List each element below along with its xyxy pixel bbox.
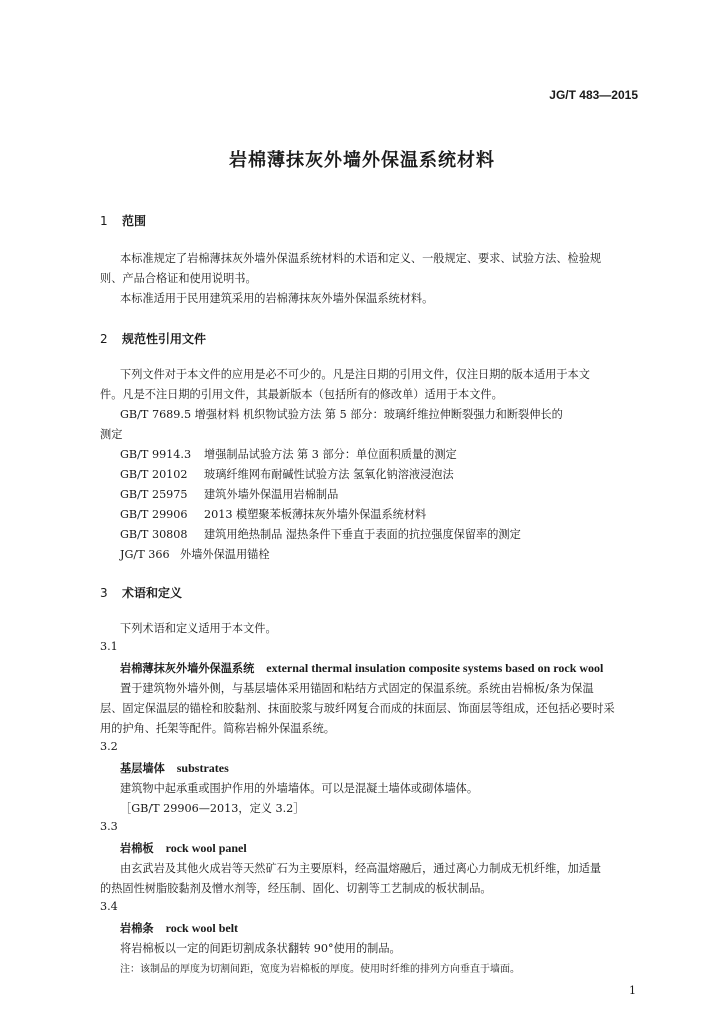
term-3-3-number: 3.3 [100,820,118,833]
term-3-2-cn: 基层墙体 [120,762,165,775]
reference-item [120,466,454,482]
section-2-intro-line2: 件。凡是不注日期的引用文件，其最新版本（包括所有的修改单）适用于本文件。 [100,388,503,401]
term-3-2-def-line1: 建筑物中起承重或围护作用的外墙墙体。可以是混凝土墙体或砌体墙体。 [120,782,479,795]
section-3-number: 3 [100,586,108,600]
section-1-number: 1 [100,214,108,228]
page-number: 1 [629,984,636,997]
reference-code: JG/T 366 [120,548,170,561]
section-2-title: 规范性引用文件 [122,332,207,346]
reference-title: 建筑用绝热制品 湿热条件下垂直于表面的抗拉强度保留率的测定 [204,528,521,541]
section-3-heading [100,584,182,601]
term-3-2-number: 3.2 [100,740,118,753]
standard-code: JG/T 483—2015 [549,88,638,102]
reference-item [120,486,338,502]
term-3-2-heading [120,760,229,776]
reference-item [120,506,426,522]
term-3-3-def-line2: 的热固性树脂胶黏剂及憎水剂等，经压制、固化、切割等工艺制成的板状制品。 [100,882,492,895]
section-1-heading [100,212,146,229]
section-3-intro: 下列术语和定义适用于本文件。 [120,622,277,635]
reference-1-line1: GB/T 7689.5 增强材料 机织物试验方法 第 5 部分：玻璃纤维拉伸断裂强力和断裂伸长的 [120,408,563,421]
reference-item [120,546,270,562]
section-1-title: 范围 [122,214,147,228]
term-3-4-def-line1: 将岩棉板以一定的间距切割成条状翻转 90°使用的制品。 [120,942,401,955]
term-3-1-def-line1: 置于建筑物外墙外侧，与基层墙体采用锚固和粘结方式固定的保温系统。系统由岩棉板/条为保温 [120,682,594,695]
section-1-para2: 本标准适用于民用建筑采用的岩棉薄抹灰外墙外保温系统材料。 [120,292,434,305]
reference-title: 建筑外墙外保温用岩棉制品 [204,488,339,501]
term-3-4-heading [120,920,238,936]
section-2-number: 2 [100,332,108,346]
reference-code: GB/T 29906 [120,508,188,521]
section-1-para1-line2: 则、产品合格证和使用说明书。 [100,272,257,285]
document-title: 岩棉薄抹灰外墙外保温系统材料 [229,150,495,171]
term-3-4-cn: 岩棉条 [120,922,154,935]
reference-item [120,446,457,462]
term-3-1-def-line2: 层、固定保温层的锚栓和胶黏剂、抹面胶浆与玻纤网复合而成的抹面层、饰面层等组成，还包括必要时采 [100,702,615,715]
section-2-heading [100,330,206,347]
term-3-3-cn: 岩棉板 [120,842,154,855]
reference-title: 外墙外保温用锚栓 [180,548,270,561]
reference-code: GB/T 25975 [120,488,188,501]
term-3-1-heading [120,660,603,676]
reference-item [120,526,521,542]
reference-title: 增强制品试验方法 第 3 部分：单位面积质量的测定 [204,448,457,461]
term-3-2-en: substrates [176,761,229,775]
term-3-4-note: 注：该制品的厚度为切割间距，宽度为岩棉板的厚度。使用时纤维的排列方向垂直于墙面。 [120,964,520,975]
term-3-3-en: rock wool panel [165,841,247,855]
term-3-2-source: ［GB/T 29906—2013，定义 3.2］ [120,802,305,815]
reference-code: GB/T 30808 [120,528,188,541]
section-3-title: 术语和定义 [122,586,183,600]
term-3-1-cn: 岩棉薄抹灰外墙外保温系统 [120,662,255,675]
reference-title: 玻璃纤维网布耐碱性试验方法 氢氧化钠溶液浸泡法 [204,468,454,481]
reference-code: GB/T 9914.3 [120,448,192,461]
reference-title: 2013 模塑聚苯板薄抹灰外墙外保温系统材料 [204,508,427,521]
term-3-4-number: 3.4 [100,900,118,913]
reference-code: GB/T 20102 [120,468,188,481]
term-3-4-en: rock wool belt [165,921,239,935]
section-2-intro-line1: 下列文件对于本文件的应用是必不可少的。凡是注日期的引用文件，仅注日期的版本适用于本文 [120,368,590,381]
term-3-3-heading [120,840,247,856]
term-3-1-def-line3: 用的护角、托架等配件。简称岩棉外保温系统。 [100,722,335,735]
section-1-para1-line1: 本标准规定了岩棉薄抹灰外墙外保温系统材料的术语和定义、一般规定、要求、试验方法、检验规 [120,252,602,265]
term-3-1-en: external thermal insulation composite systems based on rock wool [266,661,604,675]
reference-1-line2: 测定 [100,428,123,441]
term-3-1-number: 3.1 [100,640,118,653]
term-3-3-def-line1: 由玄武岩及其他火成岩等天然矿石为主要原料，经高温熔融后，通过离心力制成无机纤维，加适量 [120,862,602,875]
